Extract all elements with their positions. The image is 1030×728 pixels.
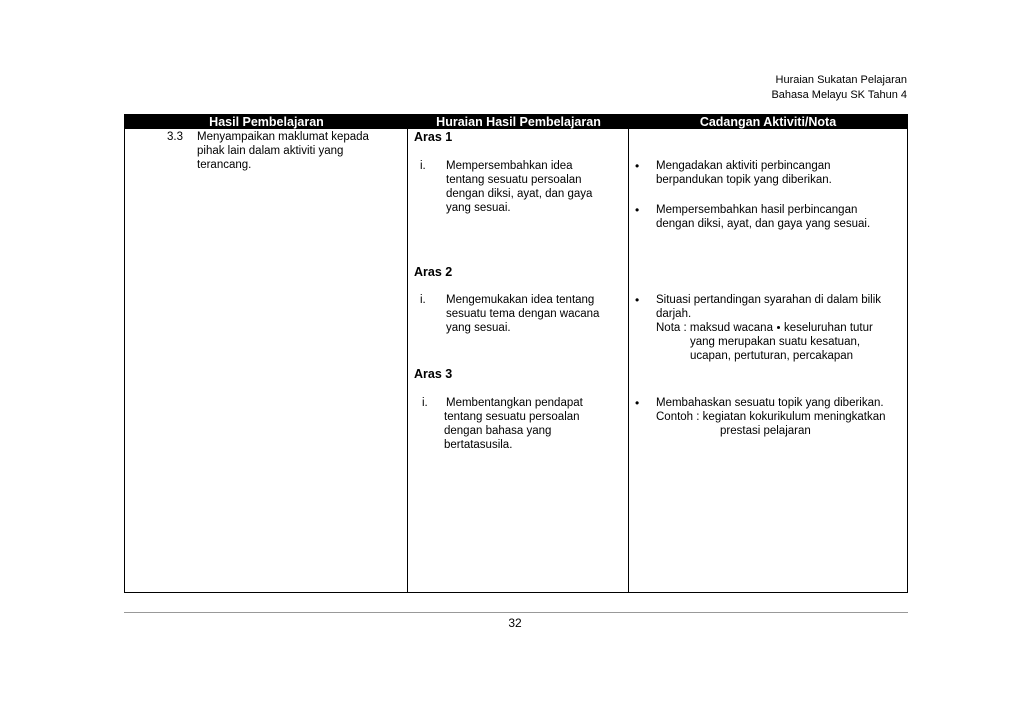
example-text bbox=[656, 410, 906, 438]
level-3-item-marker: i. bbox=[422, 397, 428, 409]
level-2-item-marker: i. bbox=[420, 294, 426, 306]
bullet-icon: • bbox=[635, 396, 640, 410]
example-continuation: prestasi pelajaran bbox=[720, 425, 811, 437]
item-line: Mengemukakan idea tentang bbox=[446, 294, 595, 306]
item-line: yang sesuai. bbox=[446, 202, 511, 214]
example-line: Contoh : kegiatan kokurikulum meningkatkan bbox=[656, 411, 886, 423]
activity-text bbox=[656, 293, 906, 321]
column-divider bbox=[407, 129, 408, 592]
item-line: tentang sesuatu persoalan bbox=[446, 174, 582, 186]
level-1-title: Aras 1 bbox=[414, 130, 453, 144]
activity-line: dengan diksi, ayat, dan gaya yang sesuai. bbox=[656, 218, 871, 230]
note-text bbox=[656, 321, 906, 363]
item-line: tentang sesuatu persoalan bbox=[444, 411, 580, 423]
note-label: Nota : maksud wacana bbox=[656, 322, 773, 334]
bullet-icon: • bbox=[635, 293, 640, 307]
item-line: bertatasusila. bbox=[444, 439, 513, 451]
column-header-learning-outcome: Hasil Pembelajaran bbox=[209, 115, 324, 129]
item-line: sesuatu tema dengan wacana bbox=[446, 308, 600, 320]
item-line: yang sesuai. bbox=[446, 322, 511, 334]
page-header bbox=[771, 73, 907, 103]
outcome-line: pihak lain dalam aktiviti yang bbox=[197, 145, 344, 157]
activity-line: Situasi pertandingan syarahan di dalam bilik bbox=[656, 294, 882, 306]
table-header-row bbox=[125, 115, 907, 129]
level-2-item-text bbox=[446, 293, 626, 335]
outcome-text bbox=[197, 130, 402, 172]
activity-line: Mengadakan aktiviti perbincangan bbox=[656, 160, 831, 172]
note-continuation: ucapan, pertuturan, percakapan bbox=[690, 350, 854, 362]
bullet-icon: • bbox=[635, 159, 640, 173]
item-line: dengan bahasa yang bbox=[444, 425, 552, 437]
note-line bbox=[656, 321, 906, 335]
level-1-item-text bbox=[446, 159, 626, 215]
header-title: Huraian Sukatan Pelajaran bbox=[775, 74, 907, 86]
activity-line: darjah. bbox=[656, 308, 692, 320]
page-number: 32 bbox=[508, 616, 522, 630]
column-header-activities-notes: Cadangan Aktiviti/Nota bbox=[699, 115, 837, 129]
curriculum-table bbox=[124, 114, 908, 593]
level-3-title: Aras 3 bbox=[414, 367, 453, 381]
level-3-item-text bbox=[444, 396, 624, 452]
activity-line: Mempersembahkan hasil perbincangan bbox=[656, 204, 858, 216]
note-continuation: yang merupakan suatu kesatuan, bbox=[690, 336, 861, 348]
note-text-after-dot: keseluruhan tutur bbox=[783, 322, 873, 334]
activity-text bbox=[656, 203, 906, 231]
item-line: Mempersembahkan idea bbox=[446, 160, 573, 172]
activity-text bbox=[656, 159, 906, 187]
activity-line: Membahaskan sesuatu topik yang diberikan. bbox=[656, 397, 884, 409]
bullet-icon: • bbox=[635, 203, 640, 217]
activity-line: berpandukan topik yang diberikan. bbox=[656, 174, 832, 186]
activity-text bbox=[656, 396, 906, 410]
dot-icon bbox=[777, 326, 780, 329]
item-line: dengan diksi, ayat, dan gaya bbox=[446, 188, 593, 200]
outcome-number: 3.3 bbox=[167, 131, 183, 143]
item-line: Membentangkan pendapat bbox=[446, 397, 583, 409]
outcome-line: terancang. bbox=[197, 159, 252, 171]
column-header-outcome-description: Huraian Hasil Pembelajaran bbox=[436, 115, 601, 129]
outcome-line: Menyampaikan maklumat kepada bbox=[197, 131, 369, 143]
column-divider bbox=[628, 129, 629, 592]
footer-divider bbox=[124, 612, 908, 613]
level-1-item-marker: i. bbox=[420, 160, 426, 172]
level-2-title: Aras 2 bbox=[414, 265, 453, 279]
header-subtitle: Bahasa Melayu SK Tahun 4 bbox=[771, 89, 907, 101]
